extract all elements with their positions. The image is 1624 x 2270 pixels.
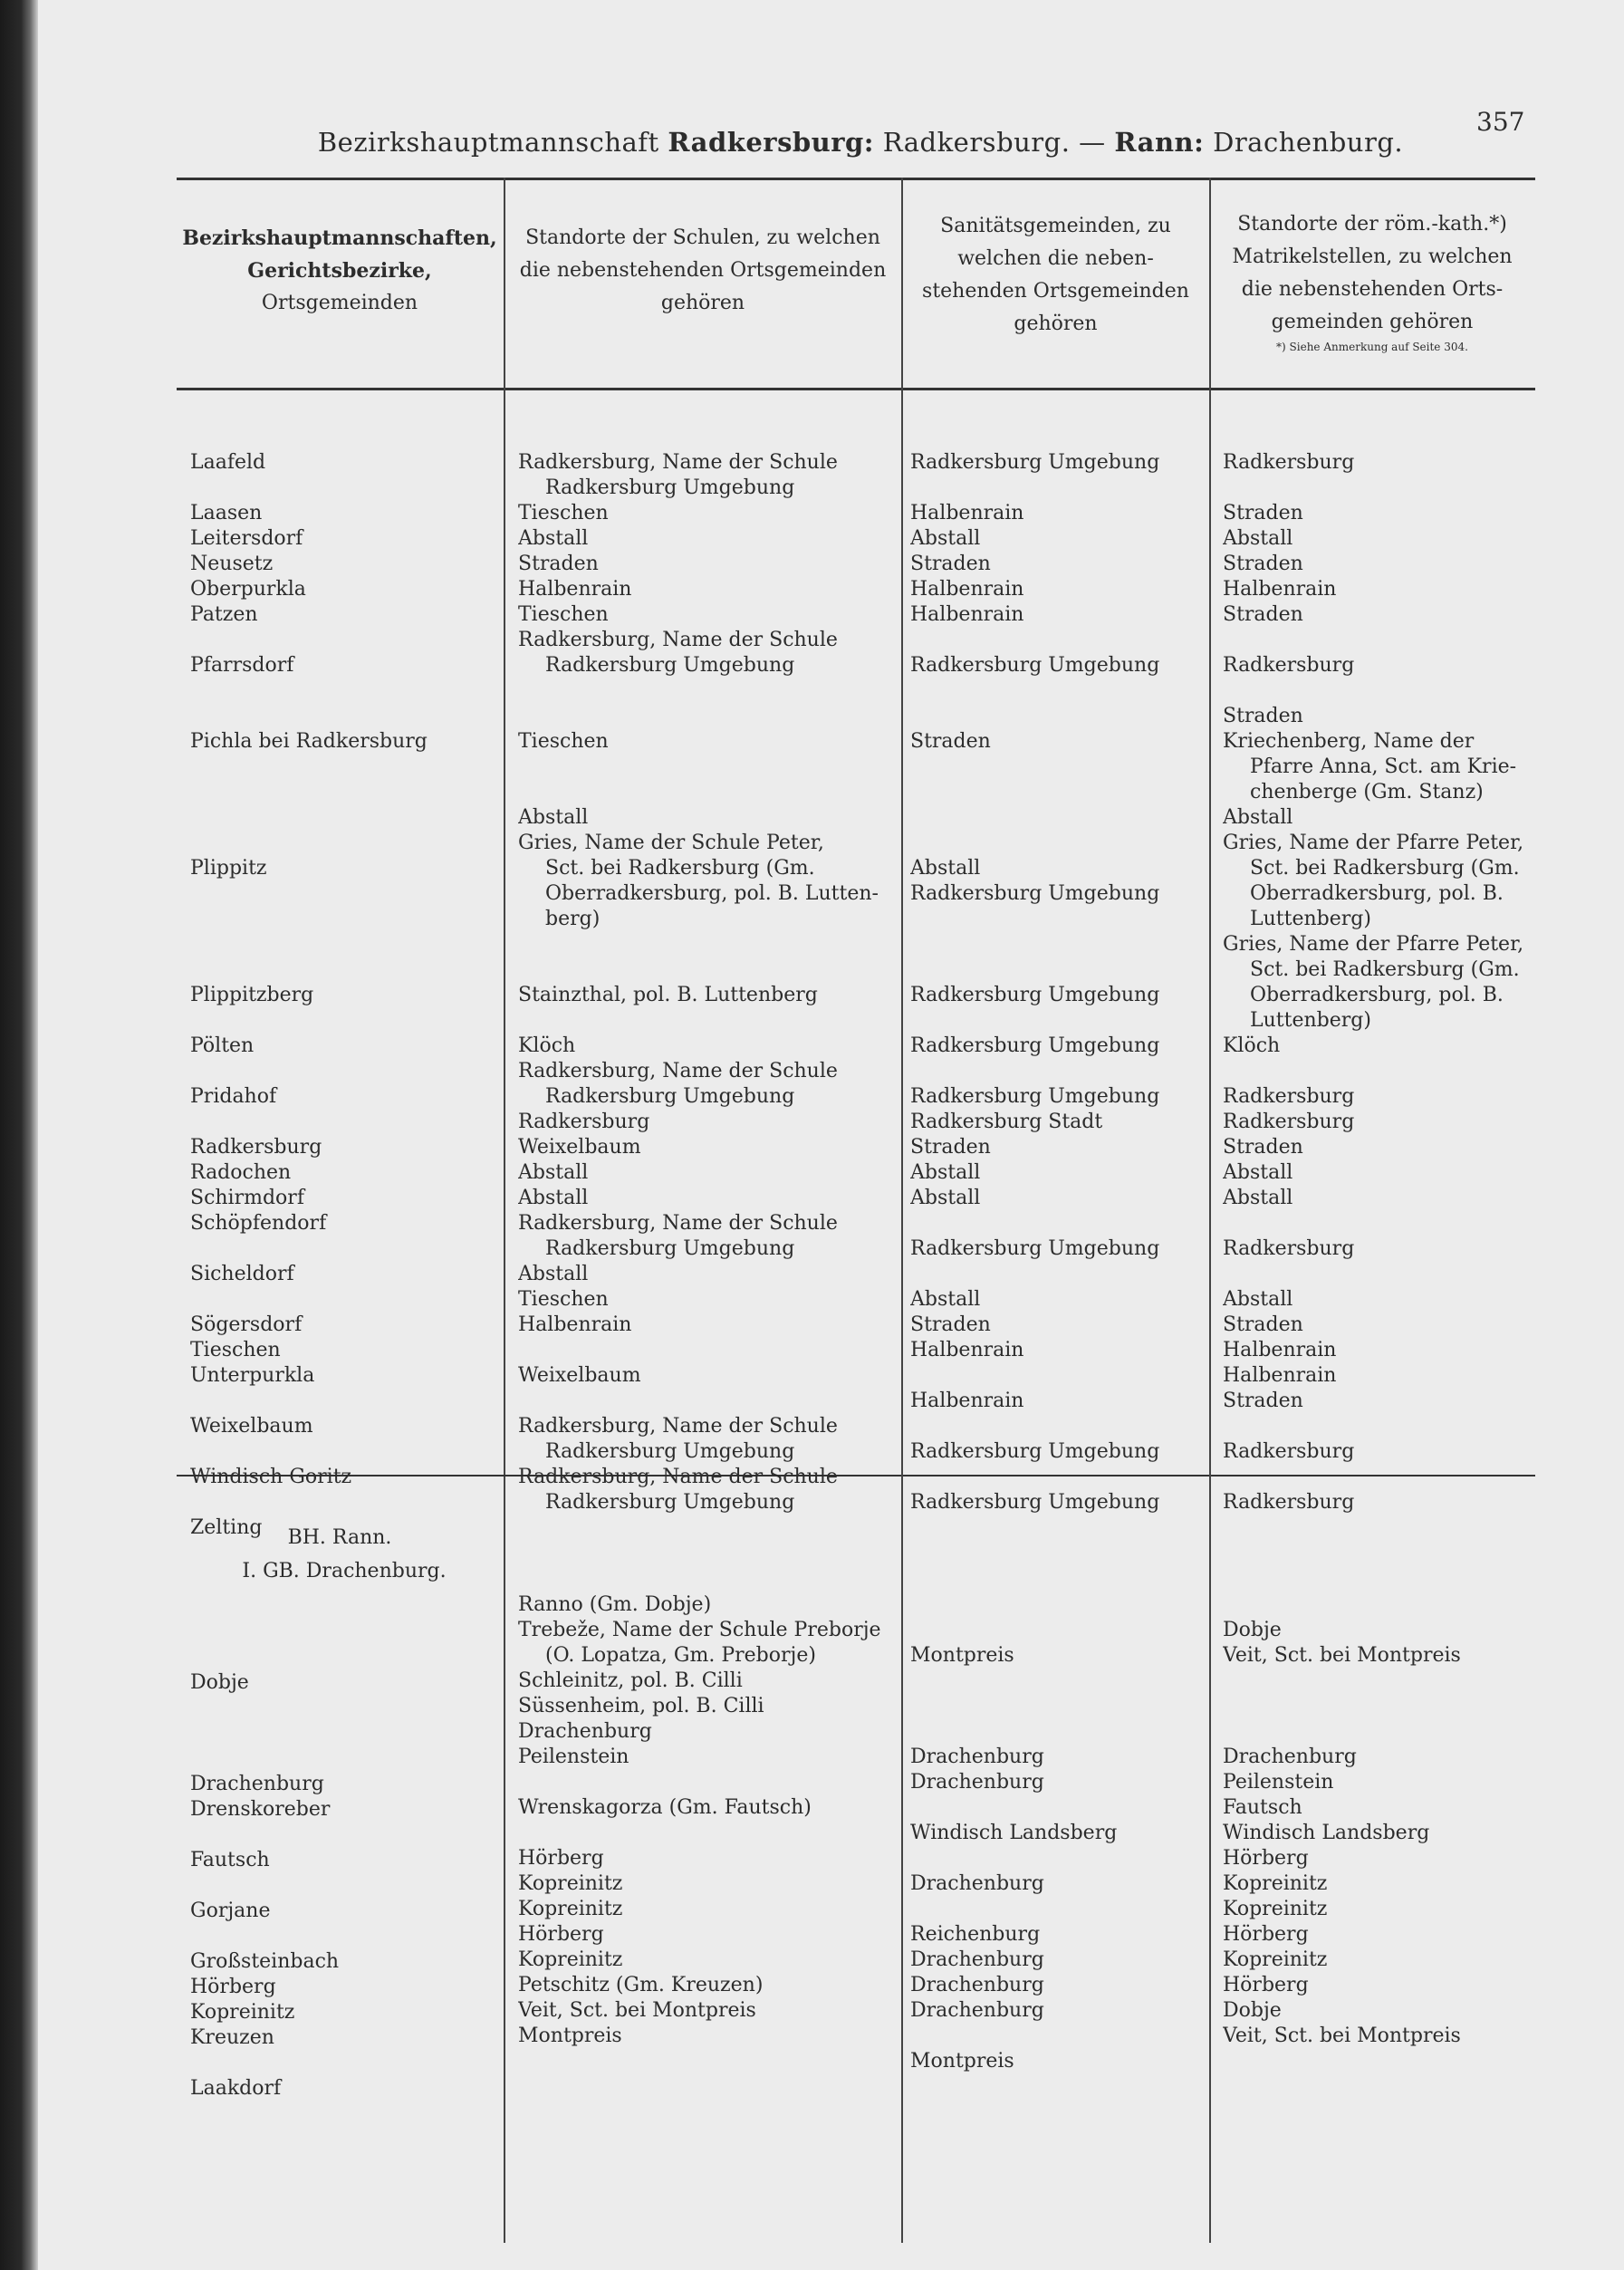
- header-line: Matrikelstellen, zu welchen: [1232, 245, 1513, 268]
- cell-line: Straden: [1223, 1136, 1303, 1159]
- cell-line: Gries, Name der Pfarre Peter,: [1223, 933, 1524, 956]
- cell-line: Luttenberg): [1250, 1009, 1371, 1032]
- cell-line: Radkersburg: [1223, 1491, 1355, 1514]
- cell-line: Luttenberg): [1250, 908, 1371, 930]
- cell-line: Radkersburg Umgebung: [910, 1491, 1160, 1514]
- cell-line: Straden: [910, 730, 991, 753]
- header-line: Standorte der röm.-kath.*): [1237, 213, 1507, 236]
- cell-line: Klöch: [518, 1034, 576, 1057]
- section2-court-heading: [199, 1560, 489, 1582]
- book-spine: [0, 0, 38, 2270]
- column-header-sanitary: [903, 210, 1208, 341]
- cell-line: Sicheldorf: [190, 1263, 294, 1285]
- cell-line: [190, 1059, 498, 1084]
- cell-line: [910, 1846, 1205, 1871]
- cell-line: [910, 1618, 1205, 1643]
- cell-line: Schleinitz, pol. B. Cilli: [518, 1669, 743, 1692]
- cell-line: Abstall: [518, 806, 589, 829]
- cell-line: Drachenburg: [910, 1974, 1044, 1996]
- cell-line: [190, 881, 498, 907]
- cell-line: Halbenrain: [910, 502, 1024, 524]
- cell-line: [190, 678, 498, 704]
- cell-line: [190, 1008, 498, 1034]
- cell-line: [910, 1414, 1205, 1439]
- cell-line: Radkersburg: [190, 1136, 322, 1159]
- cell-line: Halbenrain: [518, 1313, 632, 1336]
- section1-sanitary: [910, 450, 1205, 1541]
- cell-line: Veit, Sct. bei Montpreis: [1223, 1644, 1461, 1667]
- column-header-schools: [505, 222, 900, 320]
- cell-line: Straden: [518, 553, 599, 575]
- header-footnote: *) Siehe Anmerkung auf Seite 304.: [1276, 341, 1468, 353]
- cell-line: Gries, Name der Schule Peter,: [518, 832, 824, 854]
- cell-line: Sct. bei Radkersburg (Gm.: [1250, 857, 1520, 880]
- cell-line: Halbenrain: [1223, 1339, 1337, 1361]
- cell-line: Straden: [1223, 553, 1303, 575]
- cell-line: [190, 1110, 498, 1135]
- cell-line: [518, 957, 898, 983]
- cell-line: Dobje: [1223, 1619, 1282, 1641]
- cell-line: [190, 1721, 498, 1746]
- cell-line: [190, 805, 498, 831]
- cell-line: Petschitz (Gm. Kreuzen): [518, 1974, 764, 1996]
- cell-line: Abstall: [518, 1263, 589, 1285]
- cell-line: Schöpfendorf: [190, 1212, 327, 1235]
- cell-line: Oberpurkla: [190, 578, 306, 601]
- cell-line: Weixelbaum: [518, 1364, 641, 1387]
- cell-line: Drachenburg: [910, 1948, 1044, 1971]
- cell-line: Radkersburg: [1223, 654, 1355, 677]
- cell-line: [910, 1694, 1205, 1719]
- cell-line: Kopreinitz: [518, 1872, 623, 1895]
- cell-line: Straden: [1223, 1390, 1303, 1412]
- cell-line: [910, 1363, 1205, 1389]
- cell-line: [1223, 1694, 1531, 1719]
- cell-line: Windisch Landsberg: [910, 1822, 1118, 1844]
- cell-line: Veit, Sct. bei Montpreis: [1223, 2025, 1461, 2047]
- cell-line: Abstall: [910, 1288, 981, 1311]
- cell-line: Radkersburg Umgebung: [910, 984, 1160, 1006]
- column-rule-3: [1209, 178, 1211, 2243]
- cell-line: Pichla bei Radkersburg: [190, 730, 428, 753]
- cell-line: [1223, 476, 1531, 501]
- header-prefix: Bezirkshauptmannschaft: [317, 127, 659, 158]
- cell-line: Sögersdorf: [190, 1313, 303, 1336]
- cell-line: [190, 1924, 498, 1949]
- cell-line: Sct. bei Radkersburg (Gm.: [545, 857, 815, 880]
- cell-line: Kreuzen: [190, 2026, 274, 2049]
- cell-line: Abstall: [518, 1161, 589, 1184]
- cell-line: Radkersburg Umgebung: [910, 654, 1160, 677]
- cell-line: Straden: [910, 1313, 991, 1336]
- cell-line: [190, 1823, 498, 1848]
- cell-line: Pölten: [190, 1034, 255, 1057]
- cell-line: Abstall: [1223, 806, 1293, 829]
- cell-line: Halbenrain: [910, 1390, 1024, 1412]
- cell-line: Tieschen: [518, 603, 609, 626]
- cell-line: Reichenburg: [910, 1923, 1041, 1946]
- cell-line: Kopreinitz: [1223, 1948, 1328, 1971]
- cell-line: [190, 704, 498, 729]
- cell-line: Gries, Name der Pfarre Peter,: [1223, 832, 1524, 854]
- header-district-2: Rann:: [1114, 127, 1205, 158]
- cell-line: Oberradkersburg, pol. B.: [1250, 882, 1504, 905]
- header-line: Bezirkshauptmannschaften,: [182, 226, 497, 250]
- column-header-registers: [1211, 208, 1533, 355]
- header-line: gemeinden gehören: [1271, 311, 1474, 333]
- cell-line: [518, 1821, 898, 1846]
- cell-line: [910, 1795, 1205, 1821]
- cell-line: Pfarrsdorf: [190, 654, 294, 677]
- cell-line: [910, 1008, 1205, 1034]
- cell-line: Radkersburg Umgebung: [910, 451, 1160, 474]
- cell-line: Radkersburg Umgebung: [545, 1085, 795, 1108]
- cell-line: Montpreis: [518, 2025, 622, 2047]
- cell-line: Halbenrain: [1223, 578, 1337, 601]
- gb-label: I. GB. Drachenburg.: [242, 1560, 447, 1582]
- cell-line: Sct. bei Radkersburg (Gm.: [1250, 958, 1520, 981]
- cell-line: Drachenburg: [910, 1872, 1044, 1895]
- cell-line: Stainzthal, pol. B. Luttenberg: [518, 984, 818, 1006]
- cell-line: Drachenburg: [190, 1773, 324, 1795]
- cell-line: [190, 1873, 498, 1899]
- cell-line: [1223, 1669, 1531, 1694]
- cell-line: Abstall: [910, 857, 981, 880]
- cell-line: Kriechenberg, Name der: [1223, 730, 1475, 753]
- section2-sanitary: [910, 1592, 1205, 2074]
- cell-line: [518, 755, 898, 780]
- cell-line: [910, 1719, 1205, 1745]
- cell-line: Radkersburg: [1223, 451, 1355, 474]
- section2-district-heading: [226, 1526, 453, 1549]
- cell-line: [910, 755, 1205, 780]
- header-court-2: Drachenburg.: [1213, 127, 1404, 158]
- cell-line: Hörberg: [518, 1847, 604, 1870]
- cell-line: Weixelbaum: [518, 1136, 641, 1159]
- column-rule-2: [901, 178, 903, 2243]
- cell-line: [910, 780, 1205, 805]
- header-line: Gerichtsbezirke,: [247, 259, 432, 283]
- cell-line: Straden: [910, 1136, 991, 1159]
- cell-line: Tieschen: [518, 730, 609, 753]
- cell-line: Straden: [1223, 502, 1303, 524]
- cell-line: [518, 780, 898, 805]
- cell-line: [910, 1465, 1205, 1490]
- cell-line: Tieschen: [190, 1339, 281, 1361]
- cell-line: Drachenburg: [518, 1720, 652, 1743]
- header-bottom-rule: [177, 388, 1535, 390]
- cell-line: Laasen: [190, 502, 263, 524]
- cell-line: Weixelbaum: [190, 1415, 313, 1438]
- cell-line: Veit, Sct. bei Montpreis: [518, 1999, 756, 2022]
- cell-line: Radkersburg: [1223, 1111, 1355, 1133]
- cell-line: Windisch Landsberg: [1223, 1822, 1430, 1844]
- cell-line: Radkersburg Umgebung: [910, 1085, 1160, 1108]
- cell-line: Leitersdorf: [190, 527, 303, 550]
- cell-line: [518, 932, 898, 957]
- cell-line: [910, 1669, 1205, 1694]
- header-district-1: Radkersburg:: [668, 127, 875, 158]
- cell-line: Laafeld: [190, 451, 266, 474]
- cell-line: [1223, 678, 1531, 704]
- cell-line: Kopreinitz: [1223, 1872, 1328, 1895]
- cell-line: [190, 907, 498, 932]
- cell-line: [190, 1236, 498, 1262]
- cell-line: [910, 907, 1205, 932]
- cell-line: Abstall: [910, 1161, 981, 1184]
- cell-line: [518, 704, 898, 729]
- header-line: die nebenstehenden Orts-: [1241, 278, 1504, 301]
- cell-line: Gorjane: [190, 1900, 271, 1922]
- cell-line: Kopreinitz: [190, 2001, 295, 2024]
- column-header-municipalities: [177, 222, 503, 320]
- cell-line: Hörberg: [1223, 1923, 1309, 1946]
- cell-line: [190, 1620, 498, 1645]
- cell-line: Unterpurkla: [190, 1364, 315, 1387]
- cell-line: Radkersburg, Name der Schule: [518, 451, 838, 474]
- cell-line: Trebeže, Name der Schule Preborje: [518, 1619, 881, 1641]
- cell-line: [518, 1338, 898, 1363]
- cell-line: Abstall: [910, 1187, 981, 1209]
- cell-line: [190, 2051, 498, 2076]
- cell-line: [518, 1389, 898, 1414]
- cell-line: Radkersburg Stadt: [910, 1111, 1103, 1133]
- cell-line: Großsteinbach: [190, 1950, 340, 1973]
- cell-line: [190, 1287, 498, 1313]
- cell-line: [1223, 1719, 1531, 1745]
- section2-schools: [518, 1592, 898, 2049]
- header-line: die nebenstehenden Ortsgemeinden: [519, 259, 887, 282]
- cell-line: Plippitz: [190, 857, 267, 880]
- cell-line: chenberge (Gm. Stanz): [1250, 781, 1484, 803]
- cell-line: [190, 1746, 498, 1772]
- cell-line: Abstall: [1223, 1187, 1293, 1209]
- cell-line: Pfarre Anna, Sct. am Krie-: [1250, 755, 1517, 778]
- cell-line: Radkersburg Umgebung: [910, 1034, 1160, 1057]
- cell-line: Drachenburg: [910, 1771, 1044, 1794]
- header-court-1: Radkersburg. —: [882, 127, 1106, 158]
- cell-line: Straden: [1223, 1313, 1303, 1336]
- cell-line: [190, 780, 498, 805]
- cell-line: [1223, 1414, 1531, 1439]
- cell-line: Fautsch: [190, 1849, 270, 1871]
- cell-line: [910, 678, 1205, 704]
- cell-line: Abstall: [518, 527, 589, 550]
- cell-line: [910, 476, 1205, 501]
- header-line: Ortsgemeinden: [261, 292, 418, 314]
- cell-line: [190, 957, 498, 983]
- cell-line: Radkersburg, Name der Schule: [518, 1212, 838, 1235]
- cell-line: [1223, 1211, 1531, 1236]
- cell-line: [910, 1592, 1205, 1618]
- header-line: welchen die neben-: [957, 247, 1154, 270]
- header-line: gehören: [1014, 313, 1098, 335]
- cell-line: Süssenheim, pol. B. Cilli: [518, 1695, 764, 1717]
- cell-line: (O. Lopatza, Gm. Preborje): [545, 1644, 816, 1667]
- cell-line: Schirmdorf: [190, 1187, 304, 1209]
- cell-line: Abstall: [1223, 1161, 1293, 1184]
- cell-line: Radochen: [190, 1161, 292, 1184]
- cell-line: [190, 1389, 498, 1414]
- cell-line: Dobje: [1223, 1999, 1282, 2022]
- cell-line: [1223, 1515, 1531, 1541]
- cell-line: Abstall: [910, 527, 981, 550]
- section2-municipalities: [190, 1594, 498, 2127]
- cell-line: Straden: [1223, 603, 1303, 626]
- cell-line: Hörberg: [1223, 1974, 1309, 1996]
- cell-line: Tieschen: [518, 1288, 609, 1311]
- header-line: Sanitätsgemeinden, zu: [940, 215, 1171, 237]
- page-header: [181, 127, 1540, 158]
- cell-line: Radkersburg, Name der Schule: [518, 1060, 838, 1082]
- cell-line: Hörberg: [190, 1976, 276, 1998]
- cell-line: Zelting: [190, 1516, 263, 1539]
- cell-line: [190, 1696, 498, 1721]
- cell-line: Kopreinitz: [518, 1948, 623, 1971]
- cell-line: Plippitzberg: [190, 984, 314, 1006]
- section1-municipalities: [190, 450, 498, 1566]
- cell-line: [910, 1059, 1205, 1084]
- cell-line: Oberradkersburg, pol. B.: [1250, 984, 1504, 1006]
- cell-line: Radkersburg, Name der Schule: [518, 1415, 838, 1438]
- cell-line: Drachenburg: [1223, 1746, 1357, 1768]
- cell-line: Halbenrain: [910, 603, 1024, 626]
- cell-line: Oberradkersburg, pol. B. Lutten-: [545, 882, 879, 905]
- cell-line: Radkersburg: [1223, 1237, 1355, 1260]
- cell-line: Drachenburg: [910, 1746, 1044, 1768]
- cell-line: [910, 932, 1205, 957]
- cell-line: [518, 1770, 898, 1795]
- cell-line: [1223, 1592, 1531, 1618]
- cell-line: Radkersburg: [1223, 1440, 1355, 1463]
- cell-line: [190, 1439, 498, 1465]
- cell-line: Montpreis: [910, 1644, 1014, 1667]
- cell-line: Halbenrain: [518, 578, 632, 601]
- cell-line: Radkersburg Umgebung: [545, 654, 795, 677]
- cell-line: Tieschen: [518, 502, 609, 524]
- cell-line: [1223, 1262, 1531, 1287]
- header-line: stehenden Ortsgemeinden: [922, 280, 1189, 303]
- cell-line: Halbenrain: [910, 578, 1024, 601]
- cell-line: [190, 932, 498, 957]
- cell-line: Fautsch: [1223, 1796, 1302, 1819]
- cell-line: [910, 957, 1205, 983]
- cell-line: Halbenrain: [910, 1339, 1024, 1361]
- cell-line: Radkersburg: [518, 1111, 650, 1133]
- cell-line: [518, 1008, 898, 1034]
- cell-line: Radkersburg: [1223, 1085, 1355, 1108]
- cell-line: [910, 704, 1205, 729]
- cell-line: [1223, 628, 1531, 653]
- cell-line: [190, 628, 498, 653]
- cell-line: Dobje: [190, 1671, 249, 1694]
- cell-line: Radkersburg Umgebung: [545, 476, 795, 499]
- cell-line: Kopreinitz: [518, 1898, 623, 1920]
- cell-line: Abstall: [518, 1187, 589, 1209]
- header-line: Standorte der Schulen, zu welchen: [525, 226, 880, 249]
- cell-line: [190, 831, 498, 856]
- cell-line: [910, 831, 1205, 856]
- cell-line: Radkersburg Umgebung: [910, 1237, 1160, 1260]
- page-number: 357: [1476, 107, 1525, 137]
- cell-line: [190, 755, 498, 780]
- cell-line: Peilenstein: [1223, 1771, 1334, 1794]
- cell-line: [1223, 1465, 1531, 1490]
- cell-line: Radkersburg Umgebung: [545, 1440, 795, 1463]
- section1-registers: [1223, 450, 1531, 1541]
- cell-line: [190, 2102, 498, 2127]
- column-rule-1: [504, 178, 505, 1475]
- cell-line: Straden: [1223, 705, 1303, 727]
- cell-line: [910, 2024, 1205, 2049]
- cell-line: [518, 678, 898, 704]
- bh-label: BH. Rann.: [287, 1526, 392, 1549]
- cell-line: [910, 1262, 1205, 1287]
- cell-line: Klöch: [1223, 1034, 1281, 1057]
- cell-line: berg): [545, 908, 601, 930]
- column-rule-1b: [504, 1476, 505, 2243]
- cell-line: [910, 1211, 1205, 1236]
- cell-line: [190, 1645, 498, 1670]
- section2-registers: [1223, 1592, 1531, 2049]
- cell-line: Peilenstein: [518, 1746, 629, 1768]
- cell-line: Drachenburg: [910, 1999, 1044, 2022]
- cell-line: Hörberg: [1223, 1847, 1309, 1870]
- cell-line: [190, 476, 498, 501]
- cell-line: Radkersburg, Name der Schule: [518, 1466, 838, 1488]
- header-line: gehören: [660, 292, 745, 314]
- cell-line: Abstall: [1223, 1288, 1293, 1311]
- cell-line: Kopreinitz: [1223, 1898, 1328, 1920]
- cell-line: Radkersburg Umgebung: [545, 1237, 795, 1260]
- cell-line: [910, 1897, 1205, 1922]
- cell-line: [910, 628, 1205, 653]
- cell-line: [190, 1490, 498, 1515]
- cell-line: Patzen: [190, 603, 258, 626]
- cell-line: [518, 1515, 898, 1541]
- cell-line: [910, 805, 1205, 831]
- cell-line: Montpreis: [910, 2050, 1014, 2073]
- cell-line: [910, 1515, 1205, 1541]
- cell-line: Laakdorf: [190, 2077, 282, 2100]
- cell-line: [190, 1594, 498, 1620]
- section1-schools: [518, 450, 898, 1541]
- cell-line: Hörberg: [518, 1923, 604, 1946]
- cell-line: Radkersburg Umgebung: [910, 1440, 1160, 1463]
- cell-line: Halbenrain: [1223, 1364, 1337, 1387]
- cell-line: Ranno (Gm. Dobje): [518, 1593, 712, 1616]
- cell-line: Pridahof: [190, 1085, 277, 1108]
- cell-line: Abstall: [1223, 527, 1293, 550]
- cell-line: Straden: [910, 553, 991, 575]
- cell-line: Radkersburg, Name der Schule: [518, 629, 838, 651]
- cell-line: [1223, 1059, 1531, 1084]
- cell-line: Wrenskagorza (Gm. Fautsch): [518, 1796, 812, 1819]
- cell-line: Radkersburg Umgebung: [910, 882, 1160, 905]
- cell-line: Windisch Goritz: [190, 1466, 352, 1488]
- table-top-rule: [177, 178, 1535, 180]
- cell-line: Radkersburg Umgebung: [545, 1491, 795, 1514]
- cell-line: Drenskoreber: [190, 1798, 331, 1821]
- cell-line: Neusetz: [190, 553, 274, 575]
